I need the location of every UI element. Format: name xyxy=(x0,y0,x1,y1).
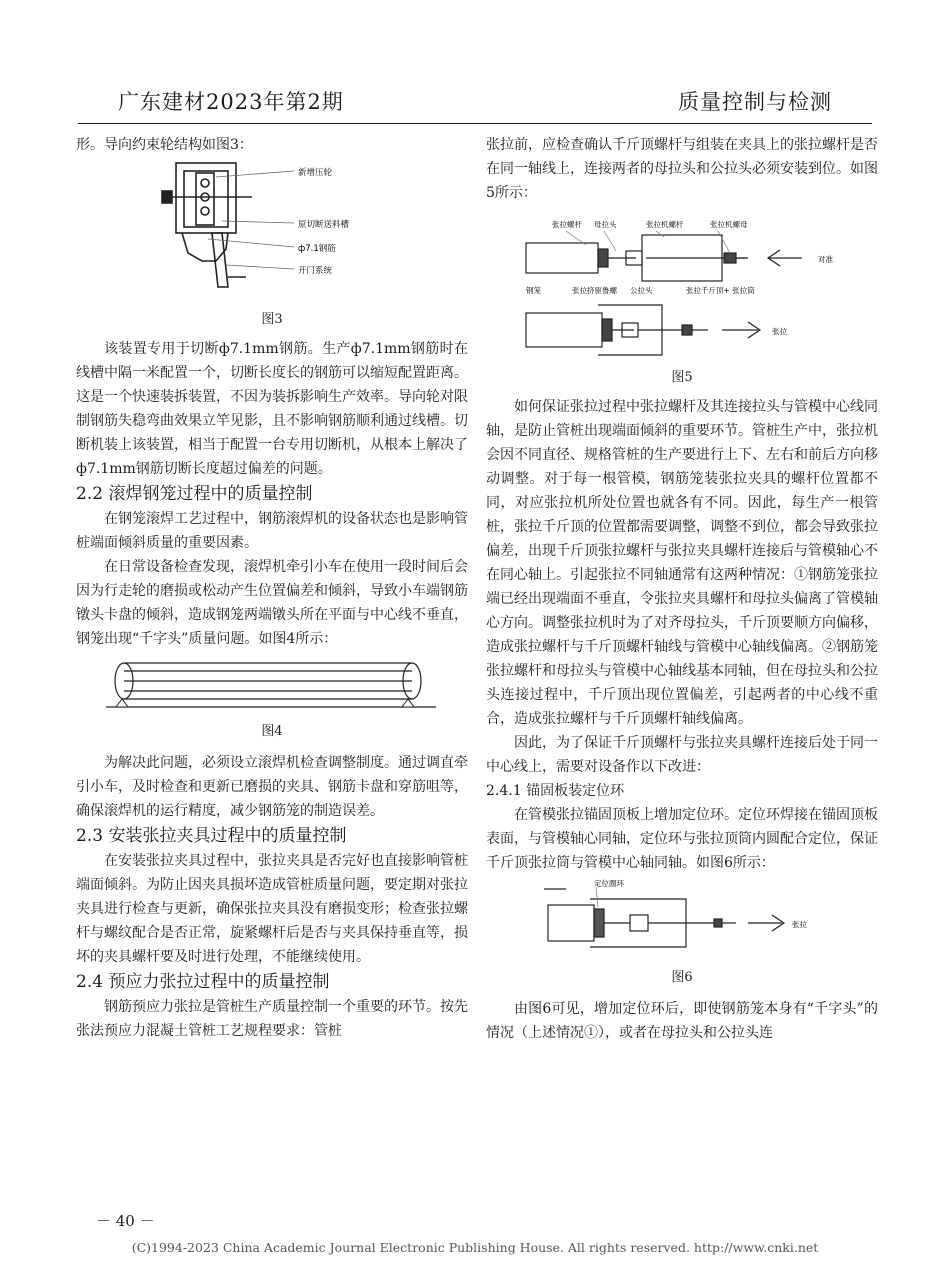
section-heading-2-4: 2.4 预应力张拉过程中的质量控制 xyxy=(76,972,330,992)
page-number: － 40 － xyxy=(96,1212,155,1230)
figure-6 xyxy=(486,879,878,989)
journal-title: 广东建材2023年第2期 xyxy=(118,90,344,114)
figure-6-caption: 图6 xyxy=(671,970,693,985)
figure-4 xyxy=(76,657,468,743)
fig5-label-tension-screw: 张拉螺杆 xyxy=(552,220,582,229)
left-column xyxy=(76,133,468,1043)
fig6-label-ring: 定位圈环 xyxy=(594,879,624,888)
figure-5-caption: 图5 xyxy=(671,370,693,385)
fig5-label-cage: 钢笼 xyxy=(526,286,541,295)
section-title: 质量控制与检测 xyxy=(678,90,832,114)
figure-5 xyxy=(486,205,878,389)
fig5-label-male-head: 公拉头 xyxy=(630,286,653,295)
paragraph: 由图6可见，增加定位环后，即使钢筋笼本身有“千字头”的情况（上述情况①），或者在母拉头和公拉头连 xyxy=(486,1001,878,1041)
paragraph: 钢筋预应力张拉是管桩生产质量控制一个重要的环节。按先张法预应力混凝土管桩工艺规程要求：管桩 xyxy=(76,999,468,1039)
figure-3 xyxy=(76,157,468,331)
figure-3-diagram xyxy=(76,157,468,307)
right-column xyxy=(486,133,878,1045)
figure-4-diagram xyxy=(76,657,468,713)
paragraph: 因此，为了保证千斤顶螺杆与张拉夹具螺杆连接后处于同一中心线上，需要对设备作以下改进： xyxy=(486,735,878,775)
fig5-label-machine-screw: 张拉机螺杆 xyxy=(646,220,684,229)
header-rule xyxy=(78,123,872,124)
section-heading-2-3: 2.3 安装张拉夹具过程中的质量控制 xyxy=(76,826,347,846)
fig5-label-pull: 张拉 xyxy=(772,327,787,336)
fig5-label-align: 对准 xyxy=(818,255,833,264)
paragraph: 该装置专用于切断ф7.1mm钢筋。生产ф7.1mm钢筋时在线槽中隔一米配置一个，切断长度长的钢筋可以缩短配置距离。这是一个快速装拆装置，不因为装拆影响生产效率。导向轮对限制钢筋失稳弯曲效果立竿见影，且不影响钢筋顺利通过线槽。切断机装上该装置，相当于配置一台专用切断机，从根本上解决了ф7.1mm钢筋切断长度超过偏差的问题。 xyxy=(76,341,468,477)
fig5-label-machine-nut: 张拉机螺母 xyxy=(710,220,748,229)
paragraph: 在管模张拉锚固顶板上增加定位环。定位环焊接在锚固顶板表面，与管模轴心同轴，定位环与张拉顶筒内圆配合定位，保证千斤顶张拉筒与管模中心轴同轴。如图6所示： xyxy=(486,807,878,871)
paragraph: 在安装张拉夹具过程中，张拉夹具是否完好也直接影响管桩端面倾斜。为防止因夹具损坏造成管桩质量问题，要定期对张拉夹具进行检查与更新，确保张拉夹具没有磨损变形；检查张拉螺杆与螺纹配合是否正常，旋紧螺杆后是否与夹具保持垂直等，损坏的夹具螺杆要及时进行处理，不能继续使用。 xyxy=(76,853,468,965)
fig5-label-jack: 张拉千斤顶+ 张拉筒 xyxy=(686,286,755,295)
fig3-label-feed-slot: 原切断送料槽 xyxy=(298,220,350,230)
fig6-label-pull: 张拉 xyxy=(792,920,807,929)
paragraph: 为解决此问题，必须设立滚焊机检查调整制度。通过调直牵引小车，及时检查和更新已磨损的夹具、钢筋卡盘和穿筋咀等，确保滚焊机的运行精度，减少钢筋笼的制造误差。 xyxy=(76,755,468,819)
fig3-label-door-system: 开门系统 xyxy=(298,266,333,276)
paragraph: 形。导向约束轮结构如图3： xyxy=(76,137,253,153)
paragraph: 在日常设备检查发现，滚焊机牵引小车在使用一段时间后会因为行走轮的磨损或松动产生位置偏差和倾斜，导致小车端钢筋镦头卡盘的倾斜，造成钢笼两端镦头所在平面与中心线不垂直，钢笼出现“千字头”质量问题。如图4所示： xyxy=(76,559,468,647)
paragraph: 如何保证张拉过程中张拉螺杆及其连接拉头与管模中心线同轴，是防止管桩出现端面倾斜的重要环节。管桩生产中，张拉机会因不同直径、规格管桩的生产要进行上下、左右和前后方向移动调整。对于每一根管模，钢筋笼装张拉夹具的螺杆位置都不同，对应张拉机所处位置也就各有不同。因此，每生产一根管桩，张拉千斤顶的位置都需要调整，调整不到位，都会导致张拉偏差，出现千斤顶张拉螺杆与张拉夹具螺杆连接后与管模轴心不在同心轴上。引起张拉不同轴通常有这两种情况：①钢筋笼张拉端已经出现端面不垂直，令张拉夹具螺杆和母拉头偏离了管模轴心方向。调整张拉机时为了对齐母拉头，千斤顶要顺方向偏移，造成张拉螺杆与千斤顶螺杆轴线与管模中心轴线偏离。②钢筋笼张拉螺杆和母拉头与管模中心轴线基本同轴，但在母拉头和公拉头连接过程中，千斤顶出现位置偏差，引起两者的中心线不重合，造成张拉螺杆与千斤顶螺杆轴线偏离。 xyxy=(486,399,878,727)
paragraph: 张拉前，应检查确认千斤顶螺杆与组装在夹具上的张拉螺杆是否在同一轴线上，连接两者的母拉头和公拉头必须安装到位。如图5所示： xyxy=(486,137,878,201)
figure-4-caption: 图4 xyxy=(261,724,283,739)
figure-3-caption: 图3 xyxy=(261,312,283,327)
copyright-footer: (C)1994-2023 China Academic Journal Electronic Publishing House. All rights reserved. http://www.cnki.net xyxy=(131,1240,819,1255)
figure-5-diagram xyxy=(486,205,878,365)
paragraph: 在钢笼滚焊工艺过程中，钢筋滚焊机的设备状态也是影响管桩端面倾斜质量的重要因素。 xyxy=(76,511,468,551)
section-heading-2-4-1: 2.4.1 锚固板装定位环 xyxy=(486,783,625,799)
fig5-label-female-head: 母拉头 xyxy=(594,220,617,229)
figure-6-diagram xyxy=(486,879,878,959)
section-heading-2-2: 2.2 滚焊钢笼过程中的质量控制 xyxy=(76,484,313,504)
fig3-label-rebar: ф7.1钢筋 xyxy=(298,244,336,254)
fig5-label-clamp: 张拉挤驱鲁螺 xyxy=(572,286,617,295)
fig3-label-pressure-wheel: 新增压轮 xyxy=(298,168,333,178)
